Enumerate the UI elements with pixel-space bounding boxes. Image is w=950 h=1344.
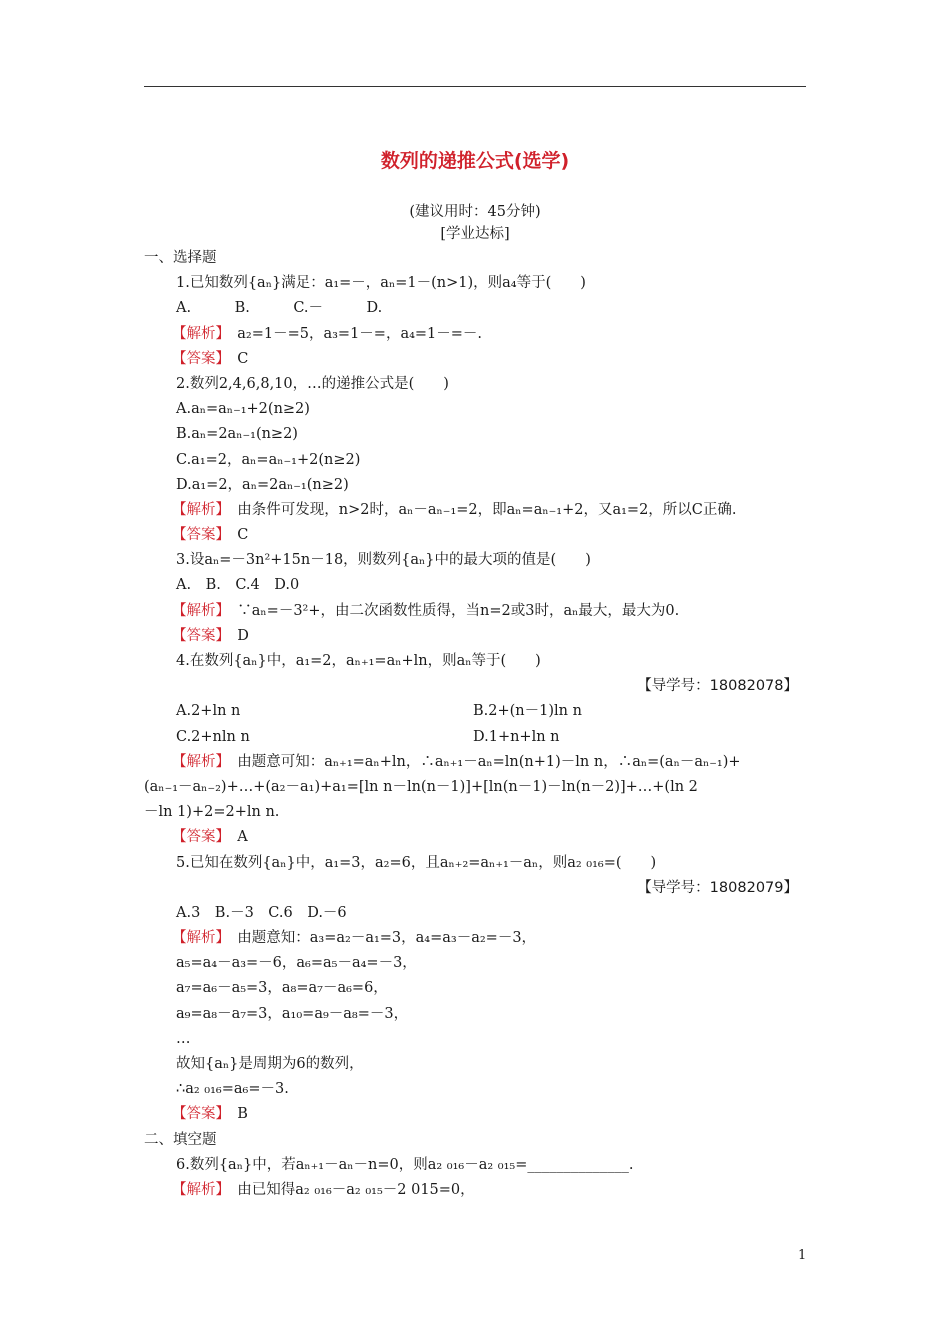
solution-tag: 【解析】 <box>172 753 223 770</box>
solution-5 <box>144 926 806 951</box>
solution-5-cont: … <box>176 1030 191 1047</box>
options-row-ab <box>144 699 806 724</box>
answer-tag: 【答案】 <box>172 527 223 544</box>
solution-5-cont: 故知{aₙ}是周期为6的数列， <box>176 1056 364 1072</box>
solution-5-cont: a₉=a₈－a₇=3，a₁₀=a₉－a₈=－3， <box>176 1005 409 1022</box>
answer-3 <box>144 624 806 649</box>
answer-4 <box>144 825 806 850</box>
option-a: A.2+ln n <box>176 703 241 720</box>
question-5-options: A.3 B.－3 C.6 D.－6 <box>176 904 347 921</box>
options-row-cd <box>144 725 806 750</box>
option-c: C.2+nln n <box>176 728 250 745</box>
solution-5-cont: ∴a₂ ₀₁₆=a₆=－3. <box>176 1081 289 1098</box>
answer-text: A <box>222 829 248 846</box>
answer-text: B <box>222 1106 248 1123</box>
solution-tag: 【解析】 <box>172 930 223 947</box>
answer-tag: 【答案】 <box>172 829 223 846</box>
option-b: B.2+(n－1)ln n <box>473 703 582 720</box>
answer-text: D <box>222 627 249 644</box>
answer-2 <box>144 523 806 548</box>
answer-tag: 【答案】 <box>172 1106 223 1123</box>
guide-number: 【导学号：18082079】 <box>637 879 798 896</box>
option-a: A.aₙ=aₙ₋₁+2(n≥2) <box>176 401 310 418</box>
option-b: B.aₙ=2aₙ₋₁(n≥2) <box>176 426 298 443</box>
solution-tag: 【解析】 <box>172 602 223 619</box>
answer-tag: 【答案】 <box>172 350 223 367</box>
question-5: 5.已知在数列{aₙ}中，a₁=3，a₂=6，且aₙ₊₂=aₙ₊₁－aₙ，则a₂ ₀₁₆=( ) <box>176 854 657 871</box>
solution-4-cont: (aₙ₋₁－aₙ₋₂)+…+(a₂－a₁)+a₁=[ln n－ln(n－1)]+[ln(n－1)－ln(n－2)]+…+(ln 2 <box>144 778 698 795</box>
document-title: 数列的递推公式(选学) <box>380 150 570 172</box>
solution-5-cont: a₇=a₆－a₅=3，a₈=a₇－a₆=6， <box>176 980 388 997</box>
solution-1 <box>144 322 806 347</box>
solution-3 <box>144 599 806 624</box>
solution-4-cont: －ln 1)+2=2+ln n. <box>144 804 280 821</box>
section-tag: [学业达标] <box>440 226 510 242</box>
section-heading: 一、选择题 <box>144 250 217 266</box>
question-1-options: A. B. C.－ D. <box>176 300 383 317</box>
solution-2 <box>144 498 806 523</box>
solution-4 <box>144 750 806 775</box>
question-3-options: A. B. C.4 D.0 <box>176 577 300 594</box>
option-d: D.1+n+ln n <box>473 728 560 745</box>
question-2: 2.数列2,4,6,8,10，…的递推公式是( ) <box>176 375 449 392</box>
guide-number-row <box>144 876 806 901</box>
solution-text: 由已知得a₂ ₀₁₆－a₂ ₀₁₅－2 015=0， <box>222 1181 475 1198</box>
question-6: 6.数列{aₙ}中，若aₙ₊₁－aₙ－n=0，则a₂ ₀₁₆－a₂ ₀₁₅=______________. <box>176 1156 634 1173</box>
solution-5-cont: a₅=a₄－a₃=－6，a₆=a₅－a₄=－3， <box>176 955 417 972</box>
guide-number: 【导学号：18082078】 <box>637 678 798 695</box>
section-heading: 二、填空题 <box>144 1131 217 1148</box>
question-1: 1.已知数列{aₙ}满足：a₁=－，aₙ=1－(n>1)，则a₄等于( ) <box>176 275 586 292</box>
answer-text: C <box>222 527 249 544</box>
header-rule <box>144 86 806 87</box>
question-3: 3.设aₙ=－3n²+15n－18，则数列{aₙ}中的最大项的值是( ) <box>176 552 591 569</box>
solution-tag: 【解析】 <box>172 1181 223 1198</box>
question-4: 4.在数列{aₙ}中，a₁=2，aₙ₊₁=aₙ+ln，则aₙ等于( ) <box>176 653 541 669</box>
solution-text: 由条件可发现，n>2时，aₙ－aₙ₋₁=2，即aₙ=aₙ₋₁+2，又a₁=2，所以C正确. <box>222 501 737 518</box>
solution-tag: 【解析】 <box>172 325 223 342</box>
option-d: D.a₁=2，aₙ=2aₙ₋₁(n≥2) <box>176 476 349 493</box>
time-note: (建议用时：45分钟) <box>409 204 541 220</box>
solution-tag: 【解析】 <box>172 501 223 518</box>
solution-text: 由题意知：a₃=a₂－a₁=3，a₄=a₃－a₂=－3， <box>222 930 537 947</box>
answer-5 <box>144 1102 806 1127</box>
solution-6 <box>144 1178 806 1203</box>
answer-1 <box>144 347 806 372</box>
answer-text: C <box>222 350 249 367</box>
solution-text: 由题意可知：aₙ₊₁=aₙ+ln，∴aₙ₊₁－aₙ=ln(n+1)－ln n，∴aₙ=(aₙ－aₙ₋₁)+ <box>222 753 741 770</box>
page-number: 1 <box>798 1248 807 1263</box>
answer-tag: 【答案】 <box>172 627 223 644</box>
solution-text: a₂=1－=5，a₃=1－=，a₄=1－=－. <box>222 325 483 342</box>
guide-number-row <box>144 674 806 699</box>
option-c: C.a₁=2，aₙ=aₙ₋₁+2(n≥2) <box>176 451 361 468</box>
document-body <box>144 246 806 1203</box>
solution-text: ∵aₙ=－3²+，由二次函数性质得，当n=2或3时，aₙ最大，最大为0. <box>222 602 680 619</box>
